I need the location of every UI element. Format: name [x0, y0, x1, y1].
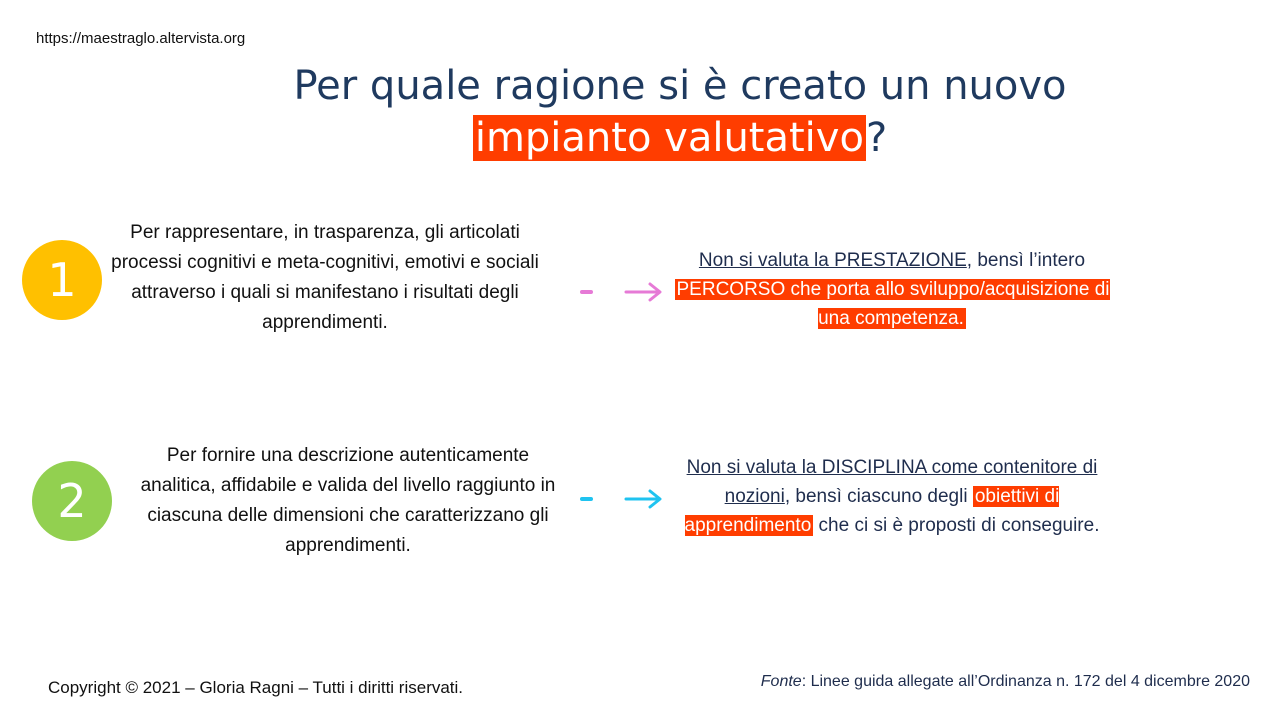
- title-line-1: Per quale ragione si è creato un nuovo: [293, 63, 1067, 109]
- dash-2: [580, 497, 593, 501]
- consequence-2-middle: , bensì ciascuno degli: [784, 486, 973, 507]
- page-title: [250, 60, 1110, 164]
- arrow-right-icon-2: [624, 488, 664, 510]
- number-badge-1: 1: [22, 240, 102, 320]
- title-question-mark: ?: [865, 115, 888, 161]
- reason-1-text: Per rappresentare, in trasparenza, gli articolati processi cognitivi e meta-cognitivi, emotivi e sociali attraverso i quali si manifestano i risultati degli apprendimenti.: [111, 222, 539, 333]
- source-label: Fonte: [760, 673, 802, 690]
- title-highlight: impianto valutativo: [474, 115, 864, 161]
- consequence-1: [672, 246, 1112, 333]
- consequence-2-underlined: Non si valuta la DISCIPLINA come contenitore di nozioni: [686, 457, 1098, 507]
- number-badge-2: 2: [32, 461, 112, 541]
- consequence-1-underlined: Non si valuta la PRESTAZIONE: [698, 250, 967, 271]
- arrow-right-icon-1: [624, 281, 664, 303]
- source-text: : Linee guida allegate all’Ordinanza n. 172 del 4 dicembre 2020: [801, 673, 1250, 690]
- consequence-2-end: che ci si è proposti di conseguire.: [813, 515, 1100, 536]
- consequence-1-highlight: PERCORSO che porta allo sviluppo/acquisizione di una competenza.: [676, 279, 1110, 329]
- reason-2-text: Per fornire una descrizione autenticamente analitica, affidabile e valida del livello raggiunto in ciascuna delle dimensioni che caratterizzano gli apprendimenti.: [140, 445, 556, 556]
- consequence-2-highlight: obiettivi di apprendimento: [684, 486, 1060, 536]
- source-citation: [761, 673, 1250, 691]
- consequence-2: [672, 453, 1112, 540]
- website-url[interactable]: https://maestraglo.altervista.org: [36, 30, 246, 47]
- consequence-1-middle: , bensì l’intero: [966, 250, 1086, 271]
- copyright-notice: Copyright © 2021 – Gloria Ragni – Tutti i diritti riservati.: [48, 678, 464, 697]
- dash-1: [580, 290, 593, 294]
